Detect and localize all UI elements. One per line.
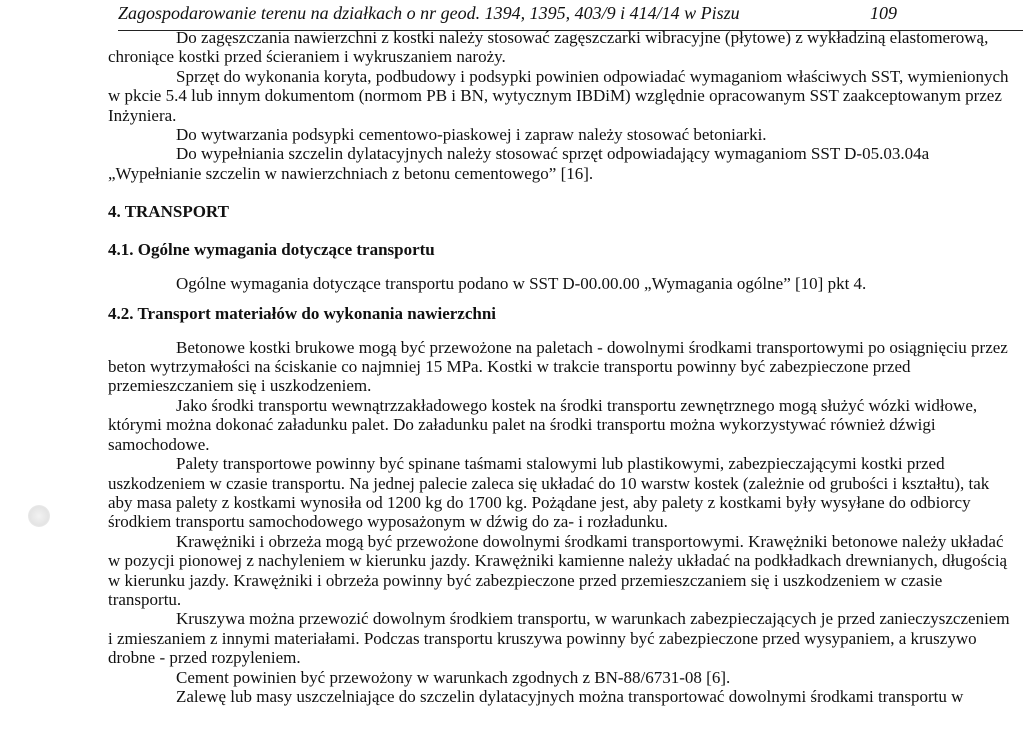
paragraph: Jako środki transportu wewnątrzzakładowego kostek na środki transportu zewnętrznego mogą służyć wózki widłowe, którymi można dokonać załadunku palet. Do załadunku palet na środki transportu można wykorzystywać również dźwigi samochodowe. (108, 395, 978, 454)
paragraph: Krawężniki i obrzeża mogą być przewożone dowolnymi środkami transportowymi. Krawężniki betonowe należy układać w pozycji pionowej z nachyleniem w kierunku jazdy. Krawężniki kamienne należy układać na podkładkach drewnianych, długością w kierunku jazdy. Krawężniki i obrzeża powinny być zabezpieczone przed przemieszczaniem się i uszkodzeniem w czasie transportu. (108, 531, 1008, 609)
paragraph: Cement powinien być przewożony w warunkach zgodnych z BN-88/6731-08 [6]. (176, 667, 731, 687)
paragraph: Palety transportowe powinny być spinane taśmami stalowymi lub plastikowymi, zabezpieczającymi kostki przed uszkodzeniem w czasie transportu. Na jednej palecie zaleca się układać do 10 warstw kostek (zależnie od grubości i kształtu), tak aby masa palety z kostkami wynosiła od 1200 kg do 1700 kg. Pożądane jest, aby palety z kostkami były wysyłane do odbiorcy środkiem transportu samochodowego wyposażonym w dźwig do za- i rozładunku. (108, 454, 990, 532)
paragraph: Do zagęszczania nawierzchni z kostki należy stosować zagęszczarki wibracyjne (płytowe) z wykładziną elastomerową, chroniące kostki przed ścieraniem i wykruszaniem naroży. (108, 28, 989, 67)
paragraph: Do wytwarzania podsypki cementowo-piaskowej i zapraw należy stosować betoniarki. (176, 125, 767, 145)
paragraph: Do wypełniania szczelin dylatacyjnych należy stosować sprzęt odpowiadający wymaganiom SST D-05.03.04a „Wypełnianie szczelin w nawierzchniach z betonu cementowego” [16]. (108, 144, 930, 183)
section-heading-4: 4. TRANSPORT (108, 202, 229, 222)
paragraph: Kruszywa można przewozić dowolnym środkiem transportu, w warunkach zabezpieczających je przed zanieczyszczeniem i zmieszaniem z innymi materiałami. Podczas transportu kruszywa powinny być zabezpieczone przed wysypaniem, a kruszywo drobne - przed rozpyleniem. (108, 609, 1010, 668)
section-heading-4-2: 4.2. Transport materiałów do wykonania nawierzchni (108, 303, 497, 323)
running-header (118, 3, 1023, 27)
paragraph: Zalewę lub masy uszczelniające do szczelin dylatacyjnych można transportować dowolnymi środkami transportu w (176, 686, 964, 706)
paragraph: Betonowe kostki brukowe mogą być przewożone na paletach - dowolnymi środkami transportowymi po osiągnięciu przez beton wytrzymałości na ściskanie co najmniej 15 MPa. Kostki w trakcie transportu powinny być zabezpieczone przed przemieszczaniem się i uszkodzeniem. (108, 337, 1008, 396)
paragraph: Ogólne wymagania dotyczące transportu podano w SST D-00.00.00 „Wymagania ogólne” [10] pkt 4. (176, 274, 867, 294)
header-title: Zagospodarowanie terenu na działkach o nr geod. 1394, 1395, 403/9 i 414/14 w Piszu (118, 3, 740, 23)
document-body (108, 28, 1013, 706)
paragraph: Sprzęt do wykonania koryta, podbudowy i podsypki powinien odpowiadać wymaganiom właściwych SST, wymienionych w pkcie 5.4 lub innym dokumentom (normom PB i BN, wytycznym IBDiM) względnie opracowanym SST zaakceptowanym przez Inżyniera. (108, 66, 1009, 125)
scan-artifact (28, 505, 50, 527)
page-number: 109 (870, 3, 897, 23)
section-heading-4-1: 4.1. Ogólne wymagania dotyczące transportu (108, 240, 435, 260)
